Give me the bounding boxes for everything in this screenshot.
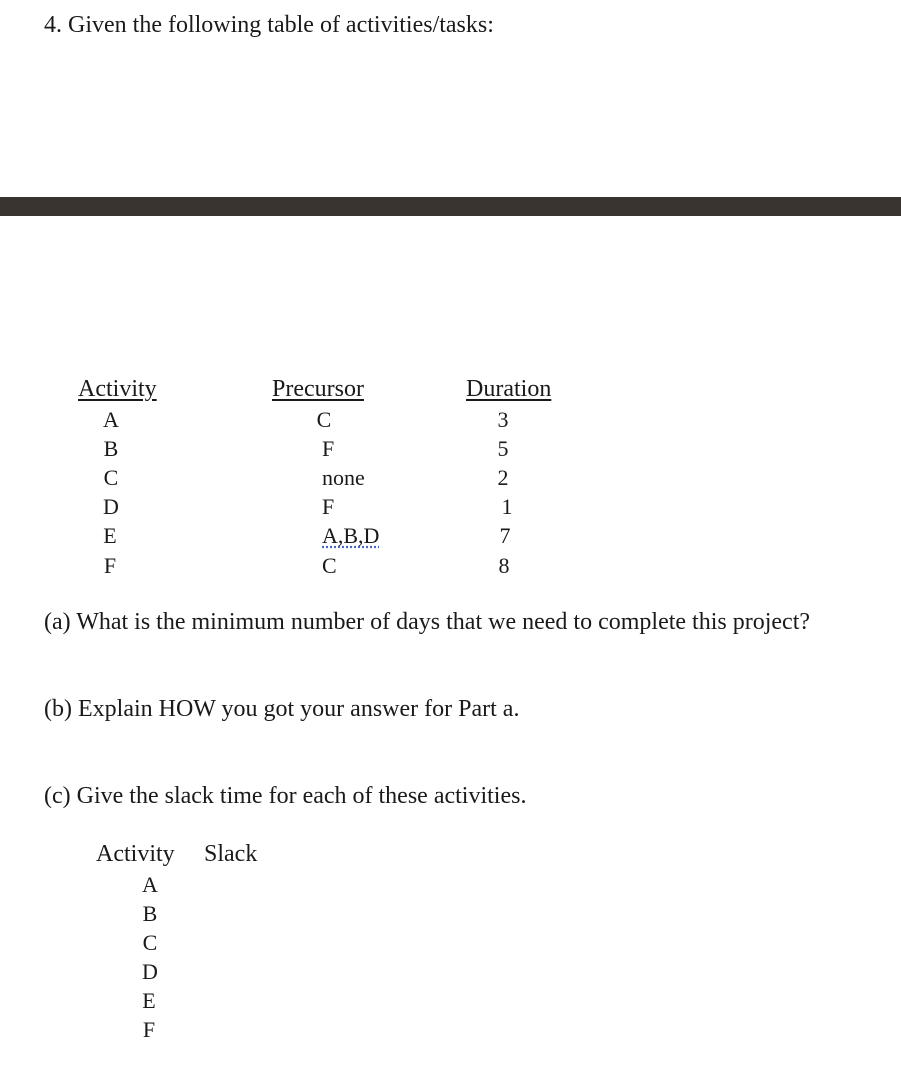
slack-activity-cell: A — [142, 872, 158, 897]
precursor-cell: C — [322, 553, 337, 578]
slack-header-slack: Slack — [204, 841, 258, 867]
question-part-c: (c) Give the slack time for each of these activities. — [44, 783, 527, 809]
header-activity: Activity — [78, 376, 157, 402]
activity-cell: E — [103, 523, 117, 548]
activity-cell: C — [103, 465, 119, 490]
duration-cell: 1 — [501, 494, 513, 519]
precursor-cell: none — [322, 465, 365, 490]
header-duration: Duration — [466, 376, 552, 402]
precursor-cell: A,B,D — [322, 523, 380, 548]
question-part-b: (b) Explain HOW you got your answer for Part a. — [44, 696, 520, 722]
duration-cell: 2 — [497, 465, 509, 490]
question-part-a: (a) What is the minimum number of days that we need to complete this project? — [44, 609, 811, 635]
activity-cell: B — [103, 436, 119, 461]
precursor-cell: F — [322, 494, 335, 519]
activity-cell: D — [103, 494, 119, 519]
activity-cell: F — [103, 553, 117, 578]
activity-cell: A — [103, 407, 119, 432]
divider-bar — [0, 197, 901, 216]
precursor-cell: F — [322, 436, 335, 461]
slack-activity-cell: C — [142, 930, 158, 955]
header-precursor: Precursor — [272, 376, 364, 402]
slack-activity-cell: D — [142, 959, 158, 984]
duration-cell: 8 — [498, 553, 510, 578]
precursor-cell: C — [316, 407, 332, 432]
slack-activity-cell: B — [142, 901, 158, 926]
duration-cell: 7 — [499, 523, 511, 548]
slack-header-activity: Activity — [96, 841, 175, 867]
duration-cell: 5 — [497, 436, 509, 461]
slack-activity-cell: F — [142, 1017, 156, 1042]
slack-activity-cell: E — [142, 988, 156, 1013]
duration-cell: 3 — [497, 407, 509, 432]
question-title: 4. Given the following table of activities/tasks: — [44, 12, 494, 38]
